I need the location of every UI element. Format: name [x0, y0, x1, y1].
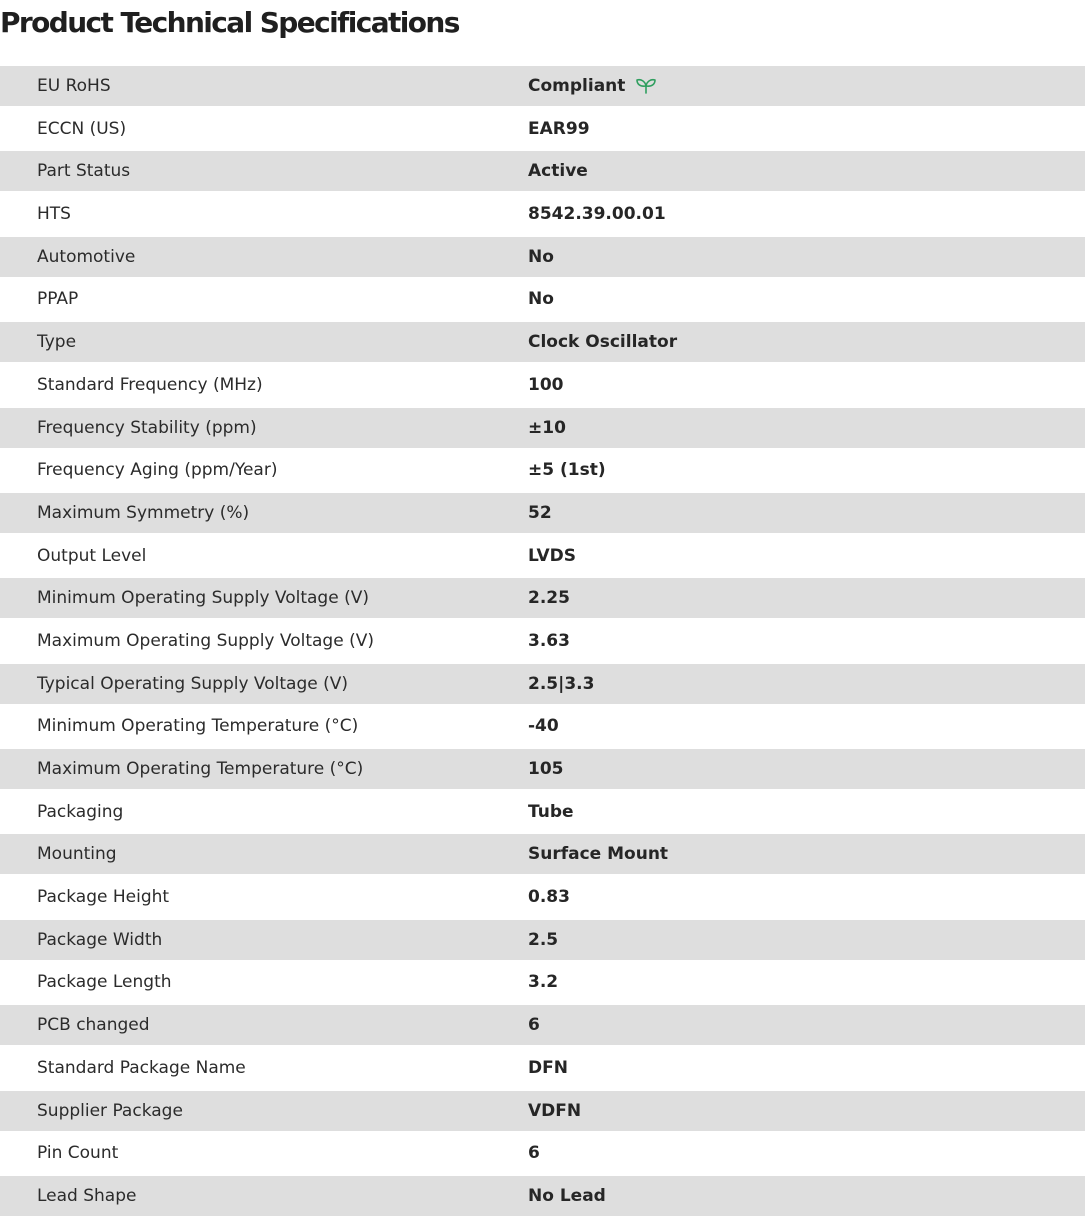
spec-value: LVDS	[528, 545, 577, 566]
spec-row	[0, 151, 1085, 191]
spec-label: Maximum Operating Supply Voltage (V)	[37, 630, 374, 651]
spec-row	[0, 706, 1085, 746]
spec-row	[0, 66, 1085, 106]
spec-value: -40	[528, 716, 559, 737]
spec-value: DFN	[528, 1057, 568, 1078]
spec-value-cell	[528, 588, 570, 608]
spec-row	[0, 322, 1085, 362]
spec-row	[0, 962, 1085, 1002]
spec-label: Minimum Operating Temperature (°C)	[37, 716, 359, 737]
spec-label: Package Length	[37, 972, 172, 993]
spec-row	[0, 1005, 1085, 1045]
spec-value: Active	[528, 161, 588, 182]
spec-table	[0, 66, 1085, 1219]
spec-value-cell	[528, 759, 564, 779]
spec-value: 105	[528, 759, 564, 779]
spec-label: Output Level	[37, 545, 147, 566]
spec-row	[0, 408, 1085, 448]
spec-row	[0, 493, 1085, 533]
spec-label: Packaging	[37, 801, 124, 822]
spec-value-cell	[528, 1186, 606, 1206]
spec-value: Surface Mount	[528, 844, 669, 865]
spec-row	[0, 749, 1085, 789]
spec-value: ±5 (1st)	[528, 460, 606, 481]
spec-row	[0, 1091, 1085, 1131]
spec-value: 52	[528, 502, 552, 523]
spec-value-cell	[528, 631, 570, 651]
spec-label: Automotive	[37, 246, 136, 267]
spec-row	[0, 450, 1085, 490]
spec-value-cell	[528, 460, 606, 480]
spec-value: VDFN	[528, 1100, 582, 1121]
spec-label: Frequency Stability (ppm)	[37, 417, 257, 438]
spec-value-cell	[528, 844, 668, 864]
spec-value-cell	[528, 503, 552, 523]
spec-row	[0, 792, 1085, 832]
spec-label: Supplier Package	[37, 1100, 183, 1121]
spec-value-cell	[528, 546, 576, 566]
spec-value: ±10	[528, 417, 566, 438]
spec-value: 3.2	[528, 972, 559, 993]
spec-row	[0, 1133, 1085, 1173]
spec-label: Standard Package Name	[37, 1057, 246, 1078]
page-title: Product Technical Specifications	[0, 6, 459, 39]
spec-value-cell	[528, 1058, 568, 1078]
spec-value: 2.25	[528, 588, 570, 609]
spec-row	[0, 1176, 1085, 1216]
spec-row	[0, 279, 1085, 319]
spec-value-cell	[528, 716, 559, 736]
spec-value-cell	[528, 887, 570, 907]
spec-label: Maximum Symmetry (%)	[37, 502, 250, 523]
spec-value: 2.5	[528, 929, 559, 950]
spec-row	[0, 664, 1085, 704]
spec-value: Compliant	[528, 76, 626, 96]
spec-value: 2.5|3.3	[528, 673, 595, 694]
spec-value: No Lead	[528, 1185, 606, 1206]
spec-label: Mounting	[37, 844, 117, 865]
spec-value: 6	[528, 1143, 540, 1164]
spec-label: Maximum Operating Temperature (°C)	[37, 759, 364, 779]
spec-row	[0, 194, 1085, 234]
spec-label: HTS	[37, 204, 71, 225]
spec-value-cell	[528, 247, 554, 267]
spec-value: 6	[528, 1015, 540, 1036]
spec-label: Minimum Operating Supply Voltage (V)	[37, 588, 369, 609]
spec-value: 0.83	[528, 887, 570, 908]
spec-value: 3.63	[528, 630, 570, 651]
spec-value: Tube	[528, 801, 574, 822]
spec-value-cell	[528, 972, 558, 992]
spec-value: No	[528, 246, 554, 267]
spec-label: Package Height	[37, 887, 170, 908]
spec-row	[0, 365, 1085, 405]
spec-value-cell	[528, 674, 594, 694]
spec-label: PPAP	[37, 289, 79, 310]
spec-value-cell	[528, 375, 564, 395]
spec-value-cell	[528, 119, 590, 139]
spec-row	[0, 109, 1085, 149]
spec-value-cell	[528, 930, 558, 950]
spec-value-cell	[528, 1101, 581, 1121]
spec-label: EU RoHS	[37, 76, 111, 96]
spec-row	[0, 621, 1085, 661]
spec-label: Standard Frequency (MHz)	[37, 374, 263, 395]
spec-label: Package Width	[37, 929, 163, 950]
spec-row	[0, 920, 1085, 960]
spec-value: No	[528, 289, 554, 310]
spec-label: Type	[37, 332, 77, 353]
spec-label: ECCN (US)	[37, 118, 127, 139]
spec-row	[0, 536, 1085, 576]
spec-value: Clock Oscillator	[528, 332, 678, 353]
spec-label: Typical Operating Supply Voltage (V)	[37, 673, 348, 694]
spec-row	[0, 834, 1085, 874]
spec-label: Pin Count	[37, 1143, 119, 1164]
spec-value-cell	[528, 1015, 540, 1035]
spec-value-cell	[528, 418, 566, 438]
spec-label: Part Status	[37, 161, 131, 182]
spec-value: 8542.39.00.01	[528, 204, 666, 225]
spec-value-cell	[528, 802, 574, 822]
spec-value: EAR99	[528, 118, 590, 139]
spec-row	[0, 237, 1085, 277]
spec-value: 100	[528, 374, 564, 395]
spec-row	[0, 1048, 1085, 1088]
spec-value-cell	[528, 76, 657, 96]
spec-value-cell	[528, 1143, 540, 1163]
leaf-icon	[635, 77, 657, 95]
spec-label: Lead Shape	[37, 1185, 137, 1206]
spec-row	[0, 578, 1085, 618]
spec-row	[0, 877, 1085, 917]
spec-value-cell	[528, 289, 554, 309]
spec-value-cell	[528, 161, 588, 181]
spec-label: PCB changed	[37, 1015, 150, 1036]
spec-value-cell	[528, 204, 666, 224]
spec-label: Frequency Aging (ppm/Year)	[37, 460, 278, 481]
spec-value-cell	[528, 332, 677, 352]
